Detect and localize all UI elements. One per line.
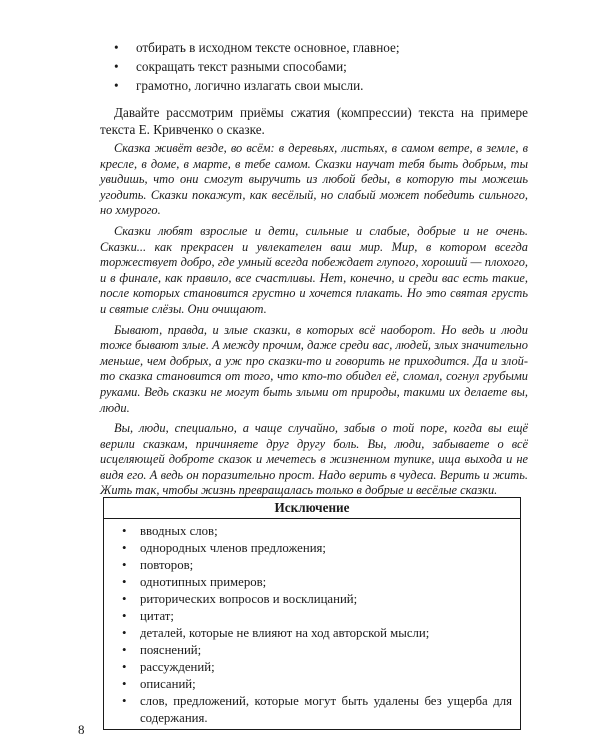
bullet-icon: •: [122, 694, 127, 708]
list-item-text: риторических вопросов и восклицаний;: [140, 592, 358, 606]
intro-paragraph: Давайте рассмотрим приёмы сжатия (компрессии) текста на примере текста Е. Кривченко о сказке.: [100, 105, 528, 137]
bullet-icon: •: [122, 541, 127, 555]
list-item-text: пояснений;: [140, 643, 202, 657]
tale-paragraph: Сказки любят взрослые и дети, сильные и слабые, добрые и не очень. Сказки... как прекрасен и увлекателен ваш мир. Мир, в котором всегда торжествует добро, где умный всегда побеждает глупого, хороший — плохого, и в финале, как правило, все счастливы. Нет, конечно, и среди вас есть такие, после которых становится грустно и хочется плакать. Но это святая грусть и святые слёзы. Они очищают.: [100, 223, 528, 316]
list-item: [104, 557, 520, 574]
list-item: [104, 574, 520, 591]
tale-paragraph: Сказка живёт везде, во всём: в деревьях, листьях, в самом ветре, в земле, в кресле, в доме, в марте, в тебе самом. Сказки научат тебя быть добрым, ты увидишь, что они смогут выручить из любой беды, в которую ты можешь угодить. Сказки покажут, как весёлый, но слабый может победить сильного, но хмурого.: [100, 141, 528, 218]
bullet-icon: •: [122, 524, 127, 538]
list-item-text: сокращать текст разными способами;: [136, 59, 347, 74]
list-item-text: описаний;: [140, 677, 196, 691]
list-item-text: однородных членов предложения;: [140, 541, 326, 555]
tale-paragraph: Вы, люди, специально, а чаще случайно, забыв о той поре, когда вы ещё верили сказкам, причиняете друг другу боль. Вы, люди, забываете о всё исцеляющей доброте сказок и мечетесь в жизненном тупике, ища выхода и не видя его. А ведь он поразительно прост. Надо верить в чудеса. Верить и жить. Жить так, чтобы жизнь превращалась только в добрые и весёлые сказки.: [100, 421, 528, 498]
list-item-text: отбирать в исходном тексте основное, главное;: [136, 40, 400, 55]
list-item-text: цитат;: [140, 609, 174, 623]
page-number: 8: [78, 722, 85, 737]
list-item: [104, 523, 520, 540]
list-item: [104, 676, 520, 693]
exclusion-list: [104, 519, 520, 729]
bullet-icon: •: [114, 40, 119, 55]
list-item: [104, 608, 520, 625]
list-item-text: повторов;: [140, 558, 194, 572]
exclusion-table: [103, 497, 521, 730]
bullet-icon: •: [122, 660, 127, 674]
bullet-icon: •: [122, 677, 127, 691]
bullet-icon: •: [122, 558, 127, 572]
list-item: [104, 625, 520, 642]
list-item: [104, 642, 520, 659]
bullet-icon: •: [122, 626, 127, 640]
bullet-icon: •: [122, 592, 127, 606]
list-item: [104, 591, 520, 608]
bullet-icon: •: [114, 78, 119, 93]
bullet-icon: •: [122, 609, 127, 623]
tale-paragraph: Бывают, правда, и злые сказки, в которых всё наоборот. Но ведь и люди тоже бывают злые. А между прочим, даже среди вас, людей, злых значительно меньше, чем добрых, а уж про сказки-то и говорить не приходится. Да и злой-то сказка становится от того, что кто-то обидел её, сломал, согнул грубыми руками. Ведь сказки не могут быть злыми от природы, такими их делаете вы, люди.: [100, 322, 528, 415]
list-item-text: однотипных примеров;: [140, 575, 267, 589]
list-item-text: рассуждений;: [140, 660, 215, 674]
skills-list: [100, 38, 528, 95]
list-item-text: вводных слов;: [140, 524, 218, 538]
list-item: [104, 659, 520, 676]
bullet-icon: •: [114, 59, 119, 74]
list-item-text: грамотно, логично излагать свои мысли.: [136, 78, 364, 93]
list-item: [100, 57, 528, 76]
list-item: [104, 540, 520, 557]
bullet-icon: •: [122, 575, 127, 589]
list-item-text: деталей, которые не влияют на ход авторской мысли;: [140, 626, 430, 640]
list-item-text: слов, предложений, которые могут быть удалены без ущерба для содержания.: [140, 694, 512, 725]
list-item: [104, 693, 520, 727]
exclusion-title: Исключение: [104, 498, 520, 519]
list-item: [100, 76, 528, 95]
bullet-icon: •: [122, 643, 127, 657]
tale-text: [100, 141, 528, 499]
page-content: [100, 38, 528, 499]
list-item: [100, 38, 528, 57]
